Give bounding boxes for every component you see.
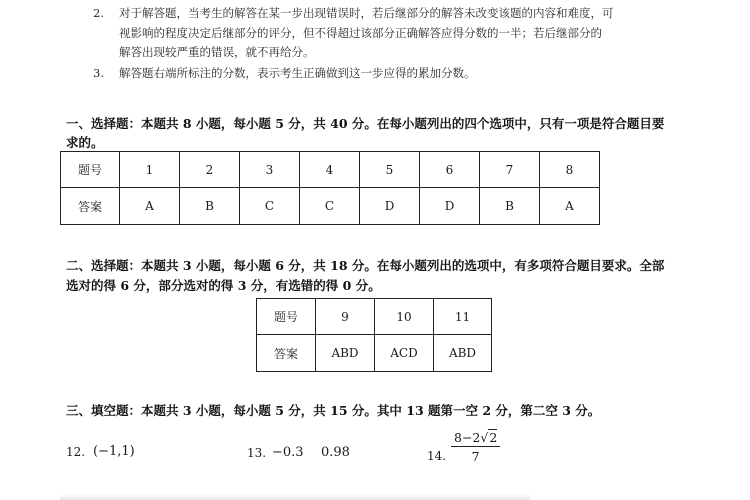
question-number: 3 — [240, 152, 300, 188]
answer-cell: A — [540, 188, 600, 225]
section2-number-row — [257, 299, 492, 335]
answer-cell: D — [360, 188, 420, 225]
section1-answer-table — [60, 151, 600, 225]
answer-cell: D — [420, 188, 480, 225]
sqrt-sign-icon: √ — [480, 430, 489, 445]
q13-answer-1: −0.3 — [272, 445, 304, 460]
row-label-answer: 答案 — [61, 188, 120, 225]
q14-denominator: 7 — [471, 449, 480, 464]
section1-title-line2: 求的。 — [66, 135, 104, 150]
question-number: 2 — [180, 152, 240, 188]
q14-number: 14. — [427, 449, 447, 463]
note-3-line-1: 解答题右端所标注的分数，表示考生正确做到这一步应得的累加分数。 — [119, 66, 476, 80]
note-2-line-1: 对于解答题，当考生的解答在某一步出现错误时，若后继部分的解答未改变该题的内容和难度，可 — [119, 6, 614, 20]
answer-cell: ACD — [375, 335, 434, 372]
note-2-line-2: 视影响的程度决定后继部分的评分，但不得超过该部分正确解答应得分数的一半；若后继部分的 — [119, 26, 602, 40]
q13-answer-2: 0.98 — [321, 445, 350, 460]
section2-answer-row — [257, 335, 492, 372]
row-label-answer: 答案 — [257, 335, 316, 372]
answer-cell: A — [120, 188, 180, 225]
question-number: 6 — [420, 152, 480, 188]
section1-title-line1: 一、选择题：本题共 8 小题，每小题 5 分，共 40 分。在每小题列出的四个选项中，只有一项是符合题目要 — [66, 116, 665, 131]
q14-numerator — [451, 430, 500, 447]
note-2-line-3: 解答出现较严重的错误，就不再给分。 — [119, 45, 315, 59]
section1-number-row — [61, 152, 600, 188]
question-number: 5 — [360, 152, 420, 188]
answer-cell: C — [300, 188, 360, 225]
note-3-number: 3. — [93, 66, 104, 80]
question-number: 8 — [540, 152, 600, 188]
q12-answer: (−1,1) — [93, 444, 135, 459]
section1-answer-row — [61, 188, 600, 225]
question-number: 10 — [375, 299, 434, 335]
question-number: 1 — [120, 152, 180, 188]
question-number: 9 — [316, 299, 375, 335]
q12-number: 12. — [66, 445, 86, 459]
section3-title: 三、填空题：本题共 3 小题，每小题 5 分，共 15 分。其中 13 题第一空 2 分，第二空 3 分。 — [66, 403, 601, 418]
row-label-number: 题号 — [61, 152, 120, 188]
note-2-number: 2. — [93, 6, 104, 20]
section2-answer-table — [256, 298, 492, 372]
cropped-next-line — [60, 494, 530, 500]
q13-number: 13. — [247, 446, 267, 460]
section2-title-line2: 选对的得 6 分，部分选对的得 3 分，有选错的得 0 分。 — [66, 278, 381, 293]
q14-numerator-prefix: 8−2 — [454, 430, 481, 445]
section2-title-line1: 二、选择题：本题共 3 小题，每小题 6 分，共 18 分。在每小题列出的选项中，有多项符合题目要求。全部 — [66, 258, 665, 273]
question-number: 11 — [434, 299, 492, 335]
answer-cell: B — [480, 188, 540, 225]
row-label-number: 题号 — [257, 299, 316, 335]
answer-cell: B — [180, 188, 240, 225]
question-number: 7 — [480, 152, 540, 188]
q14-fraction — [451, 430, 500, 464]
q14-radicand: 2 — [489, 430, 498, 445]
answer-cell: ABD — [434, 335, 492, 372]
answer-cell: C — [240, 188, 300, 225]
answer-cell: ABD — [316, 335, 375, 372]
question-number: 4 — [300, 152, 360, 188]
